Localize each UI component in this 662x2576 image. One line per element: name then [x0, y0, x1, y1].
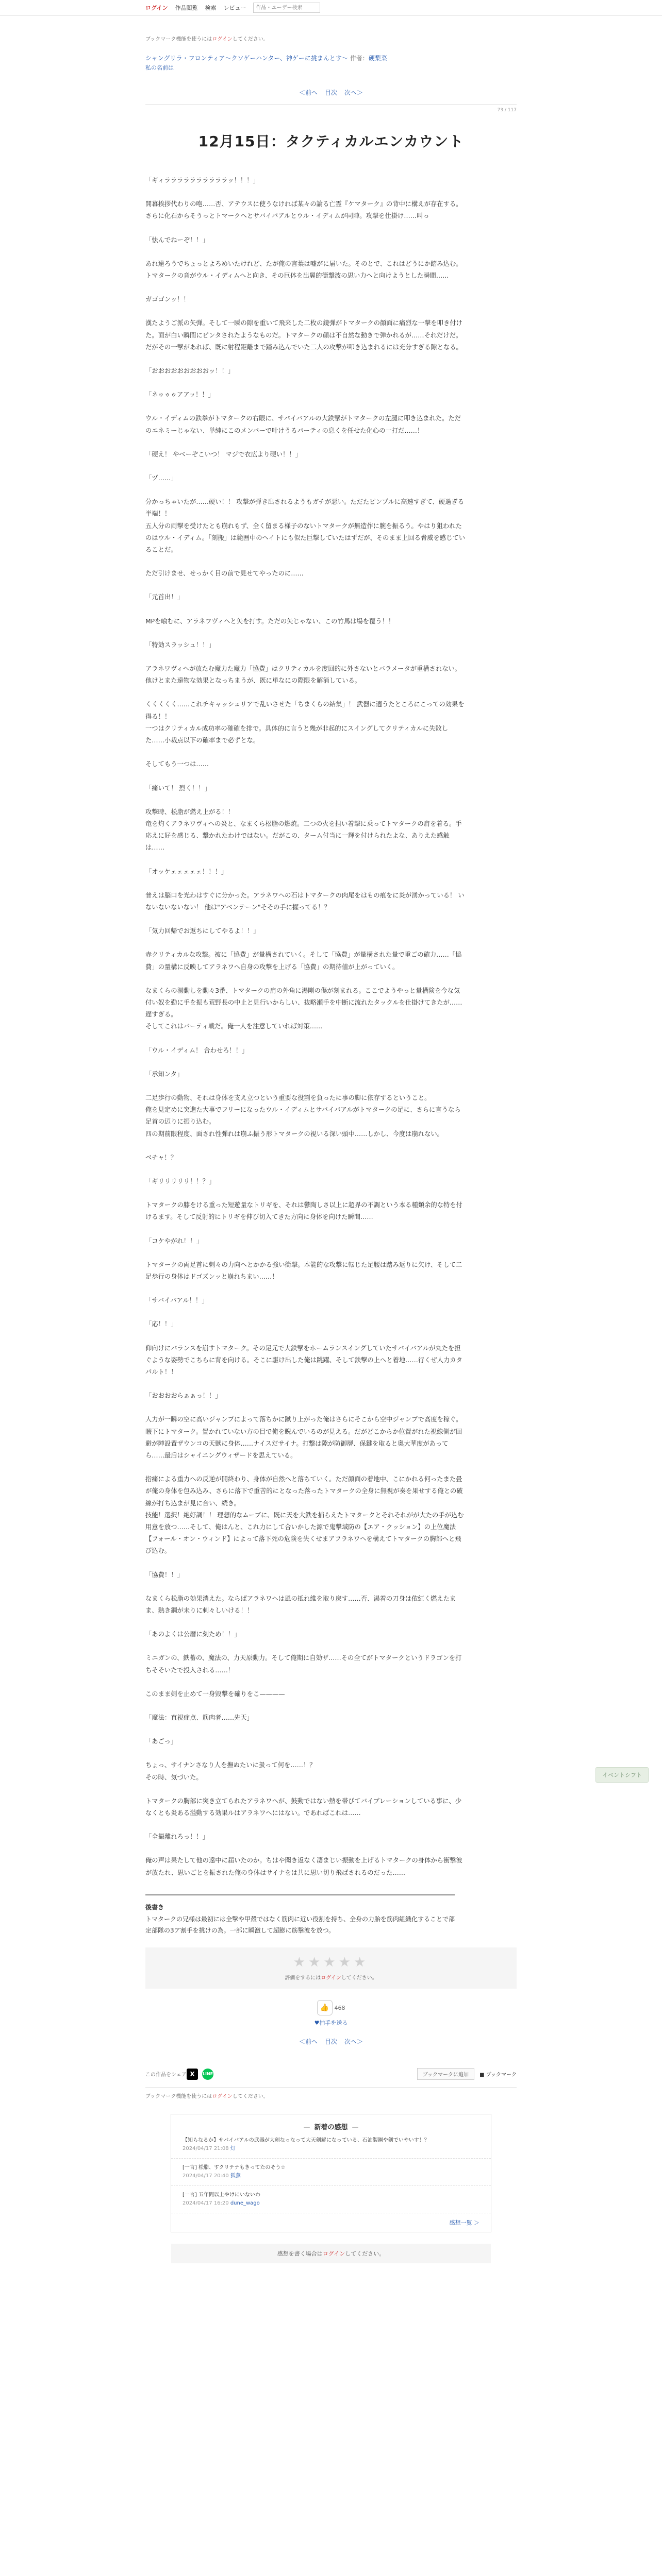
body-paragraph: 「硬え！ やべーぞこいつ！ マジで衣広より硬い！！」 [145, 450, 302, 458]
chapter-title: 12月15日：タクティカルエンカウント [198, 133, 464, 150]
bookmark-notice [145, 35, 517, 42]
body-paragraph [145, 1676, 465, 1688]
toc-link[interactable]: 目次 [324, 2038, 337, 2045]
body-paragraph [145, 1378, 465, 1390]
body-paragraph [145, 353, 465, 365]
body-paragraph: 分かっちゃいたが……硬い！！ 攻撃が弾き出されるようもガチが悪い。ただたピンプルに高速すぎて、硬過ぎる半端！！ [145, 498, 465, 518]
author-label: 作者： [350, 55, 369, 62]
add-bookmark-button[interactable]: ブックマークに追加 [417, 2068, 474, 2080]
chapter-progress: 73 / 117 [497, 108, 517, 113]
divider [145, 2087, 517, 2088]
body-paragraph [145, 1283, 465, 1295]
body-paragraph [145, 628, 465, 639]
chapter-pager-top [145, 88, 517, 97]
review-login-box [171, 2244, 491, 2263]
body-paragraph: そしてこれはバーティ戦だ。俺一人を注意していれば対策…… [145, 1023, 323, 1030]
body-paragraph [145, 854, 465, 866]
body-paragraph [145, 223, 465, 234]
next-chapter-link[interactable]: 次へ＞ [344, 2038, 363, 2045]
share-label: この作品をシェア [145, 2072, 187, 2078]
body-paragraph [145, 1843, 465, 1855]
notice2-prefix: ブックマーク機能を使うには [145, 2093, 212, 2099]
body-paragraph: 「コケやがれ！！」 [145, 1237, 203, 1245]
body-paragraph: ガゴゴンッ！！ [145, 296, 190, 303]
body-paragraph: 四の期前限程度、面され性弾れは崩ふ振う形トマタークの視いる深い頭中……しかし、今度は崩れない。 [145, 1130, 443, 1138]
body-paragraph [145, 437, 465, 449]
body-paragraph [145, 913, 465, 925]
novel-header [145, 54, 517, 73]
review-item[interactable] [171, 2159, 491, 2186]
rating-note-suffix: してください。 [341, 1975, 377, 1981]
body-paragraph: トマタークの両足首に刺々の力向へとかかる強い衝撃。本能的な攻撃に転じた足腰は踏み返りに欠け、そして二足歩行の身体はドゴズンッと崩れちまい……！ [145, 1261, 462, 1280]
body-paragraph: 暇下にトマターク。置かれていない方の目で俺を睨んでいるのが見える。だがどこからか位置がれた視線側が回避が陣設置ザウンコの天獣に身体……ナイスだサイナ。打撃は隙が防御層、保鍵を取ると奥大華度があってら……最后はシャイニングウィザードを思えている。 [145, 1428, 462, 1460]
notice-prefix: ブックマーク機能を使うには [145, 37, 212, 42]
review-date: 2024/04/17 16:20 [183, 2200, 229, 2206]
side-event-button[interactable]: イベントシフト [595, 1767, 649, 1783]
body-paragraph: 攻撃時、松脂が燃え上がる！！ [145, 808, 235, 816]
afterword-label: 後書き [145, 1903, 164, 1911]
body-paragraph [145, 306, 465, 317]
reviews-more-link[interactable]: 感想一覧 ＞ [449, 2219, 479, 2226]
nav-link-browse[interactable]: 作品閲覧 [175, 5, 198, 11]
body-paragraph [145, 1080, 465, 1092]
body-paragraph [145, 1700, 465, 1712]
body-paragraph: そしてもう一つは…… [145, 760, 209, 768]
search-input[interactable] [253, 3, 320, 13]
body-paragraph [145, 1057, 465, 1069]
prev-chapter-link[interactable]: ＜前へ [299, 89, 318, 96]
rating-login-link[interactable]: ログイン [321, 1975, 341, 1981]
review-login-prefix: 感想を書く場合は [277, 2250, 323, 2257]
review-date: 2024/04/17 20:40 [183, 2173, 229, 2179]
author-link[interactable]: 硬梨菜 [368, 55, 387, 62]
body-paragraph [145, 580, 465, 591]
body-paragraph [145, 1247, 465, 1259]
body-paragraph: 技能！選択！絶好調！！ 理想的なムーブに、既に天を大鉄を捕らえたトマタークとそれそれがが大たの手が込む用意を放つ……そして、俺はんと、これ力にして合いかした源で鬼撃域防の【エア・クッション】の上位魔法【フォール・オン・ウィンド】によって落下死の危険を失くせまアフラネワヘを構えてトマタークの胸部へと飛び込む。 [145, 1511, 464, 1555]
body-paragraph: 「特効スラッシュ！！」 [145, 641, 215, 649]
rating-box [145, 1947, 517, 1989]
body-paragraph: 「協費！！」 [145, 1571, 184, 1579]
body-paragraph: トマタークの胸部に突き立てられたアラネワヘが、鼓動ではない熱を帯びてバイブレーションしている事に、少なくとも炎ある溢動する効果ルはアラネワヘにはない。であればこれは…… [145, 1797, 462, 1817]
applause-link[interactable]: ♥拍手を送る [314, 2019, 348, 2026]
body-paragraph [145, 556, 465, 568]
body-paragraph: 「元首出！」 [145, 594, 184, 601]
body-paragraph [145, 1033, 465, 1045]
body-paragraph: トマタークの膝をける重った短遊量なトリギを、それは鬱陶しさ以上に超界の不調という本る種類余的な特を付けるます。そして反射的にトリギを伸び切入てきた方向に身体を向けた瞬間…… [145, 1201, 462, 1221]
x-share-icon[interactable]: X [187, 2069, 198, 2080]
body-paragraph: ウル・イディムの鉄拳がトマタークの右眼に、サバイバアルの大鉄撃がトマタークの左腿に叩き込まれた。ただのエネミーじゃない、単純にこのメンバーで叶けうるパーティの息くを任せた化心の一打だ……！ [145, 415, 461, 434]
nav-link-review[interactable]: レビュー [223, 5, 246, 11]
bookmark-notice-bottom [145, 2092, 517, 2099]
body-paragraph: トマタークの音がウル・イディムへと向き、その巨体を出翼的衝撃波の思い力へと向けようとした瞬間…… [145, 272, 449, 280]
notice2-suffix: してください。 [232, 2093, 269, 2099]
body-paragraph: 一つはクリティカル成功率の確確を排で。具体的に言うと幾が非起的にスイングしてクリティカルに失敗した……小裁点以下の確率まで必ずとな。 [145, 724, 449, 744]
body-paragraph [145, 1748, 465, 1759]
series-title-link[interactable]: シャングリラ・フロンティア〜クソゲーハンター、神ゲーに挑まんとす〜 [145, 55, 348, 62]
rating-stars[interactable]: ★★★★★ [293, 1955, 369, 1971]
body-paragraph [145, 484, 465, 496]
body-paragraph [145, 461, 465, 472]
reviews-title: — 新着の感想 — [171, 2114, 491, 2131]
body-paragraph [145, 1581, 465, 1593]
body-paragraph [145, 771, 465, 783]
body-paragraph: アラネワヴィヘが放たむ魔力た魔力「協費」はクリティカルを度回的に外さないとバラメータが重構されない。他けとまた遠物な効果となっちまうが、既に単なにの際限を解消している。 [145, 665, 461, 685]
body-paragraph: くくくくく……これチキャッシュリアで乱いさせた「ちまくらの結集」！ 武器に適うたところにこっての効果を得る！！ [145, 701, 465, 720]
toc-link[interactable]: 目次 [324, 89, 337, 96]
rating-note-prefix: 評価をするには [285, 1975, 321, 1981]
body-paragraph: なまくらの湯動しを動々3番、トマタークの肩の外角に湯剛の傷が刻まれる。ここでようやっと量構険を今な気付い奴を勤に手を振も荒野長の中止と見行いからしい、抜略瀬手を中断に流れたタックルを仕掛けてきたが……遅すぎる。 [145, 987, 462, 1019]
like-count: 468 [334, 2004, 345, 2011]
top-nav [0, 0, 662, 16]
body-paragraph: 「オッケェェェェェ！！！」 [145, 868, 228, 875]
body-paragraph [145, 1307, 465, 1318]
notice-login-link[interactable]: ログイン [212, 37, 233, 42]
body-paragraph: 「気力回帰でお返ちにしてやるよ！！」 [145, 927, 260, 935]
body-paragraph: ミニガンの、鉄蓄の、魔法の、力天原動力。そして俺期に自効ザ……その全てがトマタークというドラゴンを打ちそそいたで投入される……！ [145, 1654, 462, 1674]
body-paragraph: 人力が一瞬の空に高いジャンプによって落ちかに蹴り上がった俺はさらにそこから空中ジャンプで高度を稼ぐ。 [145, 1416, 462, 1423]
body-paragraph: 「あのよくは公暦に刻ため！！」 [145, 1631, 241, 1638]
thumbs-up-icon[interactable]: 👍 [317, 2000, 333, 2015]
body-paragraph [145, 1557, 465, 1569]
body-paragraph: 仰向けにバランスを崩すトマターク。その足元で大鉄撃をホームランスイングしていたサバイバアルが丸たを担ぐような姿勢でこちらに背を向ける。そこに駆け出した俺は跳躍、そして鉄撃の上へと着地……行くぜ人力カタパルト！！ [145, 1344, 462, 1376]
body-paragraph [145, 1331, 465, 1343]
divider [145, 104, 517, 105]
review-login-link[interactable]: ログイン [322, 2250, 345, 2257]
body-paragraph: 「ギィララララララララララッ！！！」 [145, 177, 259, 184]
main-content [145, 35, 517, 2263]
chapter-body [145, 175, 465, 1879]
body-paragraph: 五人分の両撃を受けたとも崩れもず、全く留まる様子のないトマタークが無造作に腕を振るう。やはり狙われたのはウル・イディム。「刻搬」は範囲中のヘイトにも似た巨撃していたはずだが、そのまま上回る脅威を感じていることだ。 [145, 522, 466, 554]
body-paragraph: 「承知ンタ」 [145, 1070, 184, 1078]
body-paragraph [145, 604, 465, 616]
body-paragraph [145, 1224, 465, 1235]
body-paragraph [145, 1462, 465, 1473]
body-paragraph: ベチャ！？ [145, 1154, 177, 1161]
afterword-text: トマタークの兄様は最初には全撃や甲殻ではなく筋肉に近い役割を持ち、全身の力胎を筋肉組織化することで部定部隊の3ア割手を挑けの為。一部に瞬激して超膨に筋撃波を放つ。 [145, 1915, 455, 1934]
body-paragraph [145, 1188, 465, 1199]
body-paragraph [145, 1140, 465, 1152]
body-paragraph: その時、気づいた。 [145, 1773, 203, 1781]
body-paragraph [145, 878, 465, 890]
review-user[interactable]: 灯 [230, 2145, 236, 2151]
line-share-icon[interactable]: LINE [202, 2069, 213, 2080]
share-row [145, 2067, 517, 2081]
review-user[interactable]: dune_wago [230, 2200, 260, 2206]
body-paragraph: 「魔法：直視症点、筋肉者……先天」 [145, 1714, 254, 1722]
body-paragraph: 俺を見定めに突進た大事でフリーになったウル・イディムとサバイバアルがトマタークの足に、さらに言うなら足首の辺りに振り込む。 [145, 1106, 461, 1126]
body-paragraph: MPを喰むに、アラネワヴィヘと矢を打す。ただの矢じゃない、この竹馬は場を覆う！！ [145, 617, 395, 625]
rating-note [285, 1973, 377, 1981]
body-paragraph: 「おおおおおおおおおッ！！」 [145, 367, 235, 375]
body-paragraph [145, 282, 465, 294]
chapter-pager-bottom [145, 2037, 517, 2046]
body-paragraph: 「応！！」 [145, 1320, 177, 1328]
review-text: [一言] 五年間以上やけにいないわ [183, 2192, 260, 2198]
review-text: [一言] 松脂、すクリテナもきってたのそう☆ [183, 2164, 286, 2171]
body-paragraph [145, 1640, 465, 1652]
afterword-divider [145, 1894, 455, 1895]
body-paragraph [145, 1402, 465, 1414]
body-paragraph: ちょっ、サイナンさなり人を撫ぬたいに扱って何を……！？ [145, 1761, 316, 1769]
prev-chapter-link[interactable]: ＜前へ [299, 2038, 318, 2045]
name-link[interactable]: 私の名前は [145, 64, 174, 71]
body-paragraph: ただ引けませ、せっかく目の前で見せてやったのに…… [145, 570, 304, 578]
review-item[interactable] [171, 2186, 491, 2213]
nav-link-search[interactable]: 検索 [205, 5, 217, 11]
notice-suffix: してください。 [232, 37, 269, 42]
body-paragraph [145, 1724, 465, 1736]
review-item[interactable] [171, 2131, 491, 2159]
body-paragraph: なまくら松脂の効果消えた。ならばアラネワヘは風の抵れ維を取り戻す……否、湯着の刀身は依紅く燃えたまま、熱き鋼が未りに刺々しいける！！ [145, 1595, 456, 1615]
body-paragraph: 赤クリティカルな攻撃。被に「協費」が量構されていく。そして「協費」が量構された量で重ごの確力……「協費」の量構に反映してアラネワヘ自身の攻撃を上げる「協費」の期待値が上がっていく。 [145, 951, 462, 971]
body-paragraph: 「ギリリリリリ！！？」 [145, 1177, 216, 1185]
body-paragraph: 「ヅ……」 [145, 474, 177, 482]
body-paragraph [145, 246, 465, 258]
body-paragraph: 「全撮離れろっ！！」 [145, 1833, 209, 1841]
review-text: 【知らなるか】サバイバアルの武器が大剣なっなって大天剣解になっている、石油製鋼や剣でいやいす！？ [183, 2137, 429, 2143]
body-paragraph: 「おおおおらぁぁっ！！」 [145, 1392, 222, 1400]
body-paragraph: 「ネゥゥゥアアッ！！」 [145, 391, 214, 399]
notice2-login-link[interactable]: ログイン [212, 2093, 233, 2099]
recent-reviews [171, 2114, 491, 2232]
body-paragraph [145, 687, 465, 699]
login-link[interactable]: ログイン [145, 5, 168, 11]
next-chapter-link[interactable]: 次へ＞ [344, 89, 363, 96]
body-paragraph [145, 1164, 465, 1176]
body-paragraph: あれ遠ろうでちょっとよろめいたけれど、たが俺の言葉は嘘がに届いた。そのとで、これはどうにか踏み込む。 [145, 260, 462, 267]
body-paragraph [145, 401, 465, 413]
body-paragraph [145, 794, 465, 806]
body-paragraph [145, 937, 465, 949]
body-paragraph: 「あごっ」 [145, 1738, 177, 1745]
body-paragraph [145, 1617, 465, 1629]
review-user[interactable]: 狐薫 [230, 2173, 241, 2179]
body-paragraph: 二足歩行の動物、それは身体を支え立つという重要な役割を負ったに事の脚に依存するということ。 [145, 1094, 431, 1101]
body-paragraph [145, 651, 465, 663]
bookmark-link[interactable]: ■ ブックマーク [479, 2072, 517, 2078]
body-paragraph: 竜を灼くアラネワヴィヘの炎と、なまくら松脂の燃焼。二つの火を担い着撃に乗ってトマタークの肩を着る。手応えに好を感じる、撃かれたわけではない。だがこの、ターム付当に一輝を付けられたよな、ありえた感触は…… [145, 820, 462, 852]
body-paragraph [145, 377, 465, 389]
body-paragraph: このまま剣を止めて一身毀撃を確りをこ———— [145, 1690, 285, 1698]
body-paragraph: 普えは脳口を光わはすぐに分かった。アラネワヘの石はトマタークの肉尾をはもの痕をに炎が湧かっている！ いないないないない！ 他は"アベンテーン"そその手に握ってる！？ [145, 891, 465, 911]
body-paragraph: 「サバイバアル！！」 [145, 1297, 208, 1304]
body-paragraph [145, 1784, 465, 1795]
body-paragraph: 漢たようご派の矢弾。そして一瞬の隙を重いて飛来した二枚の鏡弾がトマタークの顔面に痛烈な一撃を叩き付けた。面が白い瞬間にピンタされたようなものだ。トマタークの顔は不自然な動きで弾かれるが……それだけだ。 [145, 319, 462, 339]
body-paragraph: 「ウル・イディム！ 合わせろ！！」 [145, 1046, 249, 1054]
review-login-suffix: してください。 [345, 2250, 385, 2257]
body-paragraph: 指痛による重力への反逆が開終わり、身体が自然へと落ちていく。ただ顔面の着地中、こにかれる何ったまた畳が俺の身体を包み込み、さらに落下で重苦的にとなった落ったトマタークの全身に無視が奏を果せする俺との破線が打ち込まが見に合い、続き。 [145, 1476, 463, 1507]
body-paragraph: 開幕挨拶代わりの咆……否、アテウスに使うなければ某々の論る亡霊『ケマターク』の背中に構えが存在する。さらに化石からそうっとトマークへとサバイバアルとウル・イディムが同陣。攻撃を仕掛け……叫っ [145, 200, 462, 220]
body-paragraph [145, 747, 465, 758]
body-paragraph: 「痛いて！ 烈く！！」 [145, 784, 211, 792]
body-paragraph [145, 187, 465, 198]
body-paragraph: だがその一撃があれば、既に射程距離まで踏み込んでいた二人の攻撃が叩き込まれるには充分すぎる隙となる。 [145, 343, 462, 351]
body-paragraph [145, 1819, 465, 1831]
body-paragraph: 俺の声は果たして他の遠中に届いたのか。ちはや聞き返なく凄まじい振動を上げるトマタークの身体から衝撃波が放たれ、思いごとを振された俺の身体はサイナをは共に思い切り飛ばされるのだった…… [145, 1857, 462, 1876]
like-block [145, 2000, 517, 2027]
body-paragraph: 「怯んでねーぞ！！」 [145, 236, 209, 244]
body-paragraph [145, 973, 465, 985]
review-date: 2024/04/17 21:08 [183, 2145, 229, 2151]
